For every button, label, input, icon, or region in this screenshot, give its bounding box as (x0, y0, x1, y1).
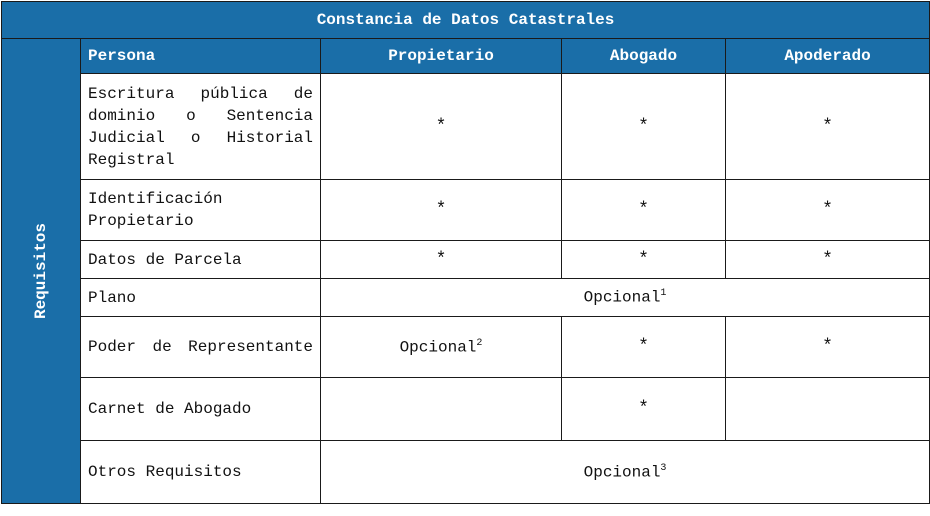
table-row (2, 441, 930, 504)
footnote-ref: 2 (476, 337, 483, 349)
footnote-ref: 3 (660, 462, 667, 474)
requirement-label: Otros Requisitos (81, 441, 321, 504)
requirements-table (1, 1, 930, 504)
header-propietario: Propietario (321, 39, 562, 74)
optional-text: Opcional (583, 463, 661, 482)
cell-apoderado: * (726, 317, 930, 378)
table-row (2, 279, 930, 317)
requirement-label: Escritura pública de dominio o Sentencia Judicial o Historial Registral (81, 74, 321, 180)
cell-propietario: * (321, 180, 562, 241)
requirement-label: Identificación Propietario (81, 180, 321, 241)
table-row (2, 378, 930, 441)
requirement-label: Carnet de Abogado (81, 378, 321, 441)
cell-propietario: * (321, 241, 562, 279)
requirement-label: Poder de Representante (81, 317, 321, 378)
side-label-cell (2, 39, 81, 504)
cell-propietario (321, 378, 562, 441)
header-persona: Persona (81, 39, 321, 74)
cell-propietario: * (321, 74, 562, 180)
header-apoderado: Apoderado (726, 39, 930, 74)
cell-apoderado: * (726, 241, 930, 279)
requirement-label: Datos de Parcela (81, 241, 321, 279)
cell-propietario (321, 317, 562, 378)
cell-merged (321, 279, 930, 317)
cell-apoderado: * (726, 180, 930, 241)
cell-abogado: * (562, 241, 726, 279)
cell-merged (321, 441, 930, 504)
cell-abogado: * (562, 317, 726, 378)
table-row (2, 74, 930, 180)
table-title: Constancia de Datos Catastrales (2, 2, 930, 39)
table-row (2, 317, 930, 378)
cell-abogado: * (562, 378, 726, 441)
optional-text: Opcional (399, 338, 477, 357)
optional-text: Opcional (583, 288, 661, 307)
cell-abogado: * (562, 74, 726, 180)
footnote-ref: 1 (660, 288, 667, 300)
table-row (2, 180, 930, 241)
table-row (2, 241, 930, 279)
cell-apoderado: * (726, 74, 930, 180)
side-label: Requisitos (32, 222, 50, 319)
cell-apoderado (726, 378, 930, 441)
cell-abogado: * (562, 180, 726, 241)
requirement-label: Plano (81, 279, 321, 317)
header-abogado: Abogado (562, 39, 726, 74)
